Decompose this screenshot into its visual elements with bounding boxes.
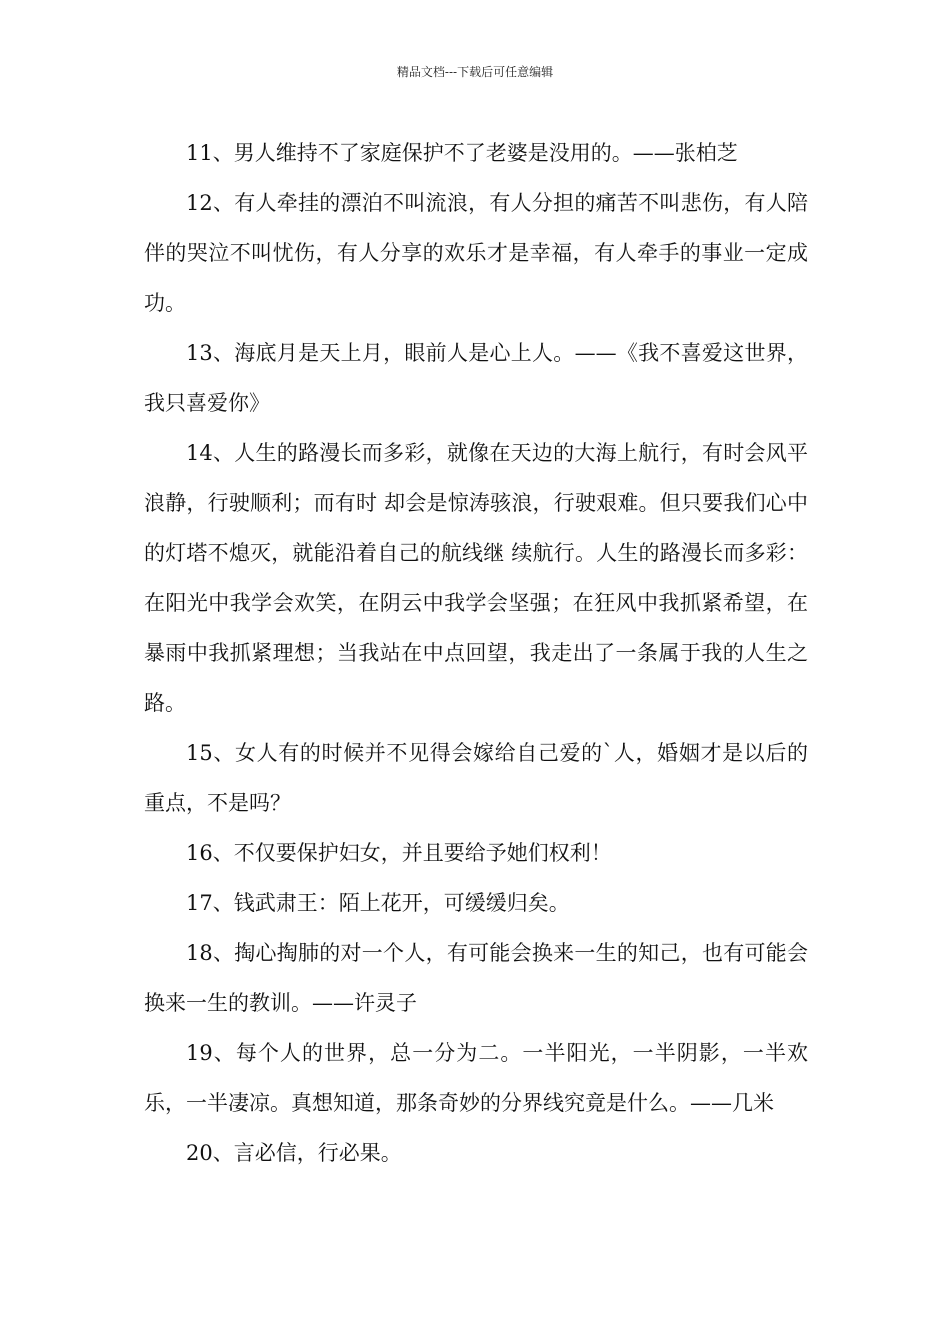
quote-paragraph: 16、不仅要保护妇女，并且要给予她们权利！ — [186, 841, 612, 865]
quote-paragraph: 20、言必信，行必果。 — [186, 1141, 402, 1165]
page-header: 精品文档---下载后可任意编辑 — [396, 65, 554, 79]
quote-paragraph: 12、有人牵挂的漂泊不叫流浪，有人分担的痛苦不叫悲伤，有人陪伴的哭泣不叫忧伤，有人分享的欢乐才是幸福，有人牵手的事业一定成功。 — [144, 191, 808, 315]
quote-list — [144, 128, 808, 1178]
quote-paragraph: 11、男人维持不了家庭保护不了老婆是没用的。——张柏芝 — [186, 141, 738, 165]
quote-paragraph: 17、钱武肃王：陌上花开，可缓缓归矣。 — [186, 891, 570, 915]
quote-paragraph: 13、海底月是天上月，眼前人是心上人。——《我不喜爱这世界，我只喜爱你》 — [144, 341, 808, 415]
quote-paragraph: 19、每个人的世界，总一分为二。一半阳光，一半阴影，一半欢乐，一半凄凉。真想知道，那条奇妙的分界线究竟是什么。——几米 — [144, 1041, 808, 1115]
quote-paragraph: 15、女人有的时候并不见得会嫁给自己爱的`人，婚姻才是以后的重点，不是吗？ — [144, 741, 808, 815]
quote-paragraph: 18、掏心掏肺的对一个人，有可能会换来一生的知己，也有可能会换来一生的教训。——许灵子 — [144, 941, 808, 1015]
quote-paragraph: 14、人生的路漫长而多彩，就像在天边的大海上航行，有时会风平浪静，行驶顺利；而有时 却会是惊涛骇浪，行驶艰难。但只要我们心中的灯塔不熄灭，就能沿着自己的航线继 续航行。人生的路漫长而多彩：在阳光中我学会欢笑，在阴云中我学会坚强；在狂风中我抓紧希望，在暴雨中我抓紧理想；当我站在中点回望，我走出了一条属于我的人生之路。 — [144, 441, 808, 715]
